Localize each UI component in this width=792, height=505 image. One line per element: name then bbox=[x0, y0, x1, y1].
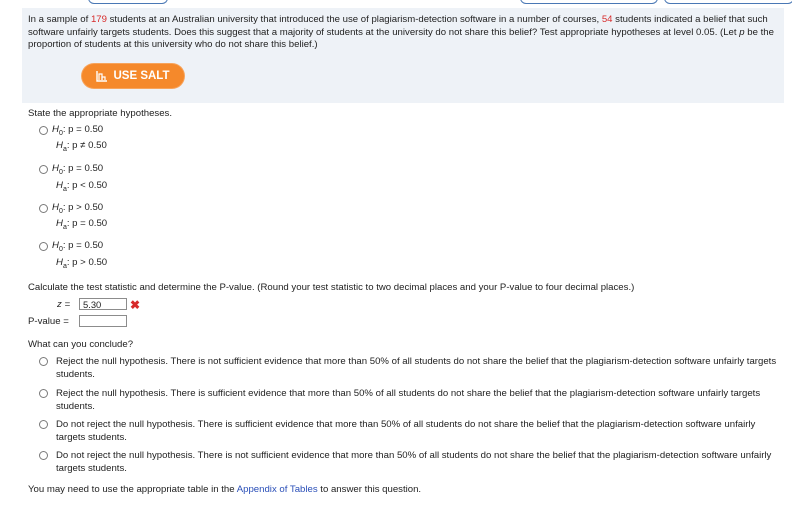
conclusion-text-2 bbox=[52, 387, 782, 413]
z-input[interactable]: 5.30 bbox=[79, 298, 127, 310]
h0-line: $H_0$: p = 0.50 bbox=[52, 240, 104, 253]
hypothesis-radio-2[interactable] bbox=[39, 165, 48, 174]
ha-text: : p > 0.50 bbox=[66, 257, 108, 268]
h0-line: $H_0$: p = 0.50 bbox=[52, 124, 104, 137]
top-tab-right[interactable] bbox=[664, 0, 792, 4]
conclusion-radio-3[interactable] bbox=[39, 420, 48, 429]
conclusion-label: Reject the null hypothesis. There is sufficient evidence that more than 50% of all students do not share the belief that the plagiarism-detection software unfairly targets students. bbox=[56, 388, 761, 412]
question-text bbox=[28, 14, 780, 52]
question-box bbox=[22, 8, 784, 103]
top-tab-left[interactable] bbox=[88, 0, 168, 4]
footer-text: to answer this question. bbox=[317, 484, 422, 495]
ha-text: : p < 0.50 bbox=[66, 180, 108, 191]
salt-chart-icon bbox=[96, 71, 108, 82]
conclusion-label: Do not reject the null hypothesis. There is sufficient evidence that more than 50% of all students do not share the belief that the plagiarism-detection software unfairly targets students. bbox=[56, 419, 756, 443]
conclusion-text-4 bbox=[52, 449, 782, 475]
hypothesis-radio-1[interactable] bbox=[39, 126, 48, 135]
belief-count-value: 54 bbox=[601, 14, 613, 25]
h0-line: $H_0$: p = 0.50 bbox=[52, 163, 104, 176]
hypothesis-radio-4[interactable] bbox=[39, 242, 48, 251]
ha-line: $H_a$: p = 0.50 bbox=[56, 218, 108, 231]
top-tab-middle[interactable] bbox=[520, 0, 658, 4]
h0-text: : p = 0.50 bbox=[62, 124, 104, 135]
use-salt-label: USE SALT bbox=[113, 70, 170, 82]
footer-note bbox=[28, 484, 421, 495]
use-salt-button[interactable] bbox=[82, 64, 184, 88]
appendix-link[interactable]: Appendix of Tables bbox=[236, 484, 318, 495]
p-value-input[interactable] bbox=[79, 315, 127, 327]
hypothesis-radio-3[interactable] bbox=[39, 204, 48, 213]
h0-text: : p > 0.50 bbox=[62, 202, 104, 213]
question-text-part: In a sample of bbox=[28, 14, 91, 25]
wrong-x-icon: ✖ bbox=[130, 298, 141, 312]
ha-text: : p ≠ 0.50 bbox=[66, 140, 107, 151]
sample-size-value: 179 bbox=[90, 14, 107, 25]
p-value-label: P-value = bbox=[28, 316, 69, 327]
question-text-part: students at an Australian university that introduced the use of plagiarism-detection software in a number of courses, bbox=[106, 14, 602, 25]
conclusion-prompt: What can you conclude? bbox=[28, 339, 134, 350]
conclusion-radio-4[interactable] bbox=[39, 451, 48, 460]
footer-text: You may need to use the appropriate table in the bbox=[28, 484, 237, 495]
h0-line: $H_0$: p > 0.50 bbox=[52, 202, 104, 215]
ha-line: $H_a$: p < 0.50 bbox=[56, 180, 108, 193]
h0-text: : p = 0.50 bbox=[62, 163, 104, 174]
z-label: z = bbox=[57, 299, 71, 310]
conclusion-text-1 bbox=[52, 355, 782, 381]
conclusion-label: Reject the null hypothesis. There is not sufficient evidence that more than 50% of all students do not share the belief that the plagiarism-detection software unfairly targets students. bbox=[56, 356, 777, 380]
hypotheses-prompt: State the appropriate hypotheses. bbox=[28, 108, 173, 119]
ha-line: $H_a$: p ≠ 0.50 bbox=[56, 140, 107, 153]
p-variable: p bbox=[739, 26, 745, 38]
question-text-part: students indicated a belief that such software unfairly targets students. Does this suggest that a majority of students at the university do not share this belief? Test appropriate hypotheses at level 0.05. (Let bbox=[28, 14, 768, 38]
conclusion-text-3 bbox=[52, 418, 782, 444]
question-text-part: be the proportion of students at this university who do not share this belief.) bbox=[28, 26, 774, 50]
ha-line: $H_a$: p > 0.50 bbox=[56, 257, 108, 270]
conclusion-radio-2[interactable] bbox=[39, 389, 48, 398]
conclusion-label: Do not reject the null hypothesis. There is not sufficient evidence that more than 50% of all students do not share the belief that the plagiarism-detection software unfairly targets students. bbox=[56, 450, 772, 474]
ha-text: : p = 0.50 bbox=[66, 218, 108, 229]
statistic-prompt: Calculate the test statistic and determine the P-value. (Round your test statistic to two decimal places and your P-value to four decimal places.) bbox=[28, 282, 635, 293]
h0-text: : p = 0.50 bbox=[62, 240, 104, 251]
conclusion-radio-1[interactable] bbox=[39, 357, 48, 366]
